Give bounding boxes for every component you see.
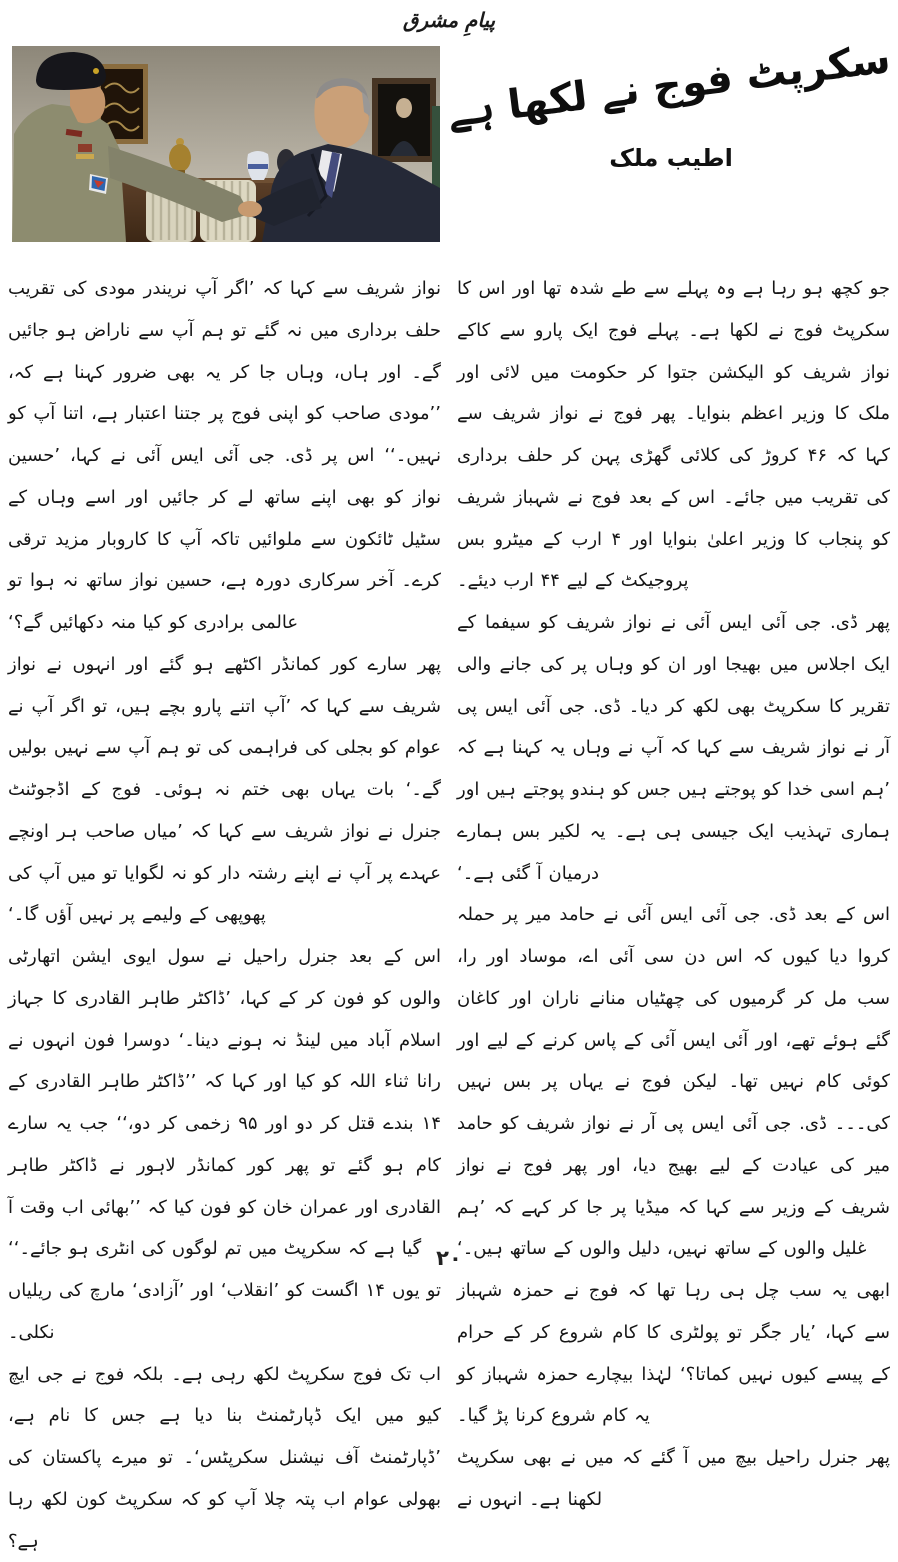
paragraph: نواز شریف سے کہا کہ ’اگر آپ نریندر مودی کی تقریب حلف برداری میں نہ گئے تو ہم آپ سے ناراض ہو جائیں گے۔ اور ہاں، وہاں جا کر یہ بھی ضرور کہنا ہے کہ، ’’مودی صاحب کو اپنی فوج پر جتنا اعتبار ہے، اتنا آپ کو نہیں۔‘‘ اس پر ڈی. جی آئی ایس آئی نے کہا، ’حسین نواز کو بھی اپنے ساتھ لے کر جائیں اور اسے وہاں کے سٹیل ٹائکون سے ملوائیں تاکہ آپ کا کاروبار مزید ترقی کرے۔ آخر سرکاری دورہ ہے، حسین نواز ساتھ نہ ہوا تو عالمی برادری کو کیا منہ دکھائیں گے؟‘ (8, 268, 441, 644)
paragraph: ابھی یہ سب چل ہی رہا تھا کہ فوج نے حمزہ شہباز سے کہا، ’یار جگر تو پولٹری کا کام شروع کر کے حرام کے پیسے کیوں نہیں کماتا؟‘ لہٰذا بیچارے حمزہ شہباز کو یہ کام شروع کرنا پڑ گیا۔ (457, 1270, 890, 1437)
paragraph: اس کے بعد ڈی. جی آئی ایس آئی نے حامد میر پر حملہ کروا دیا کیوں کہ اس دن سی آئی اے، موساد اور را، سب مل کر گرمیوں کی چھٹیاں منانے ناران اور کاغان گئے ہوئے تھے، اور آئی ایس آئی کے پاس کرنے کے لیے اور کوئی کام نہیں تھا۔ لیکن فوج نے یہاں پر بس نہیں کی۔۔۔ ڈی. جی آئی ایس پی آر نے نواز شریف کو حامد میر کی عیادت کے لیے بھیج دیا، اور پھر فوج نے نواز شریف کے وزیر سے کہا کہ میڈیا پر جا کر کہے کہ ’ہم غلیل والوں کے ساتھ نہیں، دلیل والوں کے ساتھ ہیں۔‘ (457, 894, 890, 1270)
paragraph: تو یوں ۱۴ اگست کو ’انقلاب‘ اور ’آزادی‘ مارچ کی ریلیاں نکلی۔ (8, 1270, 441, 1354)
page-number: ۲۰ (0, 1246, 898, 1270)
paragraph: پھر سارے کور کمانڈر اکٹھے ہو گئے اور انہوں نے نواز شریف سے کہا کہ ’آپ اتنے پارو بچے ہیں، تو اگر آپ نے عوام کو بجلی کی فراہمی کی تو ہم آپ سے نہیں بولیں گے۔‘ بات یہاں بھی ختم نہ ہوئی۔ فوج کے اڈجوٹنٹ جنرل نے نواز شریف سے کہا کہ ’میاں صاحب ہر اونچے عہدے پر آپ نے اپنے رشتہ دار کو نہ لگوایا تو میں آپ کی پھوپھی کے ولیمے پر نہیں آؤں گا۔‘ (8, 644, 441, 936)
title-block (450, 46, 892, 172)
masthead-title: پیامِ مشرق (403, 8, 495, 32)
paragraph: پھر جنرل راحیل بیچ میں آ گئے کہ میں نے بھی سکرپٹ لکھنا ہے۔ انہوں نے (457, 1437, 890, 1521)
photo-illustration (12, 46, 440, 242)
photo-portrait (372, 78, 436, 162)
article-author: اطیب ملک (450, 144, 892, 172)
paragraph: اب تک فوج سکرپٹ لکھ رہی ہے۔ بلکہ فوج نے جی ایچ کیو میں ایک ڈپارٹمنٹ بنا دیا ہے جس کا نام ہے، ’ڈپارٹمنٹ آف نیشنل سکرپٹس‘۔ تو میرے پاکستان کی بھولی عوام اب پتہ چلا آپ کو کہ سکرپٹ کون لکھ رہا ہے؟ (8, 1354, 441, 1562)
photo-handshake (238, 201, 262, 217)
paragraph: پھر ڈی. جی آئی ایس آئی نے نواز شریف کو سیفما کے ایک اجلاس میں بھیجا اور ان کو وہاں پر کی جانے والی تقریر کا سکرپٹ بھی لکھ کر دیا۔ ڈی. جی آئی ایس پی آر نے نواز شریف سے کہا کہ آپ نے وہاں یہ کہنا ہے کہ ’ہم اسی خدا کو پوجتے ہیں جس کو ہندو پوجتے ہیں اور ہماری تہذیب ایک جیسی ہی ہے۔ یہ لکیر بس ہمارے درمیان آ گئی ہے۔‘ (457, 602, 890, 894)
article-photo (12, 46, 440, 242)
paragraph: جو کچھ ہو رہا ہے وہ پہلے سے طے شدہ تھا اور اس کا سکرپٹ فوج نے لکھا ہے۔ پہلے فوج ایک پارو سے کاکے نواز شریف کو الیکشن جتوا کر حکومت میں لائی اور ملک کا وزیر اعظم بنوایا۔ پھر فوج نے نواز شریف سے کہا کہ ۴۶ کروڑ کی کلائی گھڑی پہن کر حلف برداری کی تقریب میں جائے۔ اس کے بعد فوج نے شہباز شریف کو پنجاب کا وزیر اعلیٰ بنوایا اور ۴ ارب کے میٹرو بس پروجیکٹ کے لیے ۴۴ ارب دیئے۔ (457, 268, 890, 602)
text-column-right (457, 268, 890, 1562)
masthead (0, 0, 898, 44)
article-title: سکرپٹ فوج نے لکھا ہے (445, 35, 893, 137)
article-body (0, 244, 898, 1562)
text-column-left (8, 268, 441, 1562)
paragraph: اس کے بعد جنرل راحیل نے سول ایوی ایشن اتھارٹی والوں کو فون کر کے کہا، ’ڈاکٹر طاہر القادری کا جہاز اسلام آباد میں لینڈ نہ ہونے دینا۔‘ دوسرا فون انہوں نے رانا ثناء اللہ کو کیا اور کہا کہ ’’ڈاکٹر طاہر القادری کے ۱۴ بندے قتل کر دو اور ۹۵ زخمی کر دو،‘‘ جب یہ سارے کام ہو گئے تو پھر کور کمانڈر لاہور نے ڈاکٹر طاہر القادری اور عمران خان کو فون کیا کہ ’’بھائی اب وقت آ گیا ہے کہ سکرپٹ میں تم لوگوں کی انٹری ہو جائے۔‘‘ (8, 936, 441, 1270)
article-header (0, 44, 898, 244)
